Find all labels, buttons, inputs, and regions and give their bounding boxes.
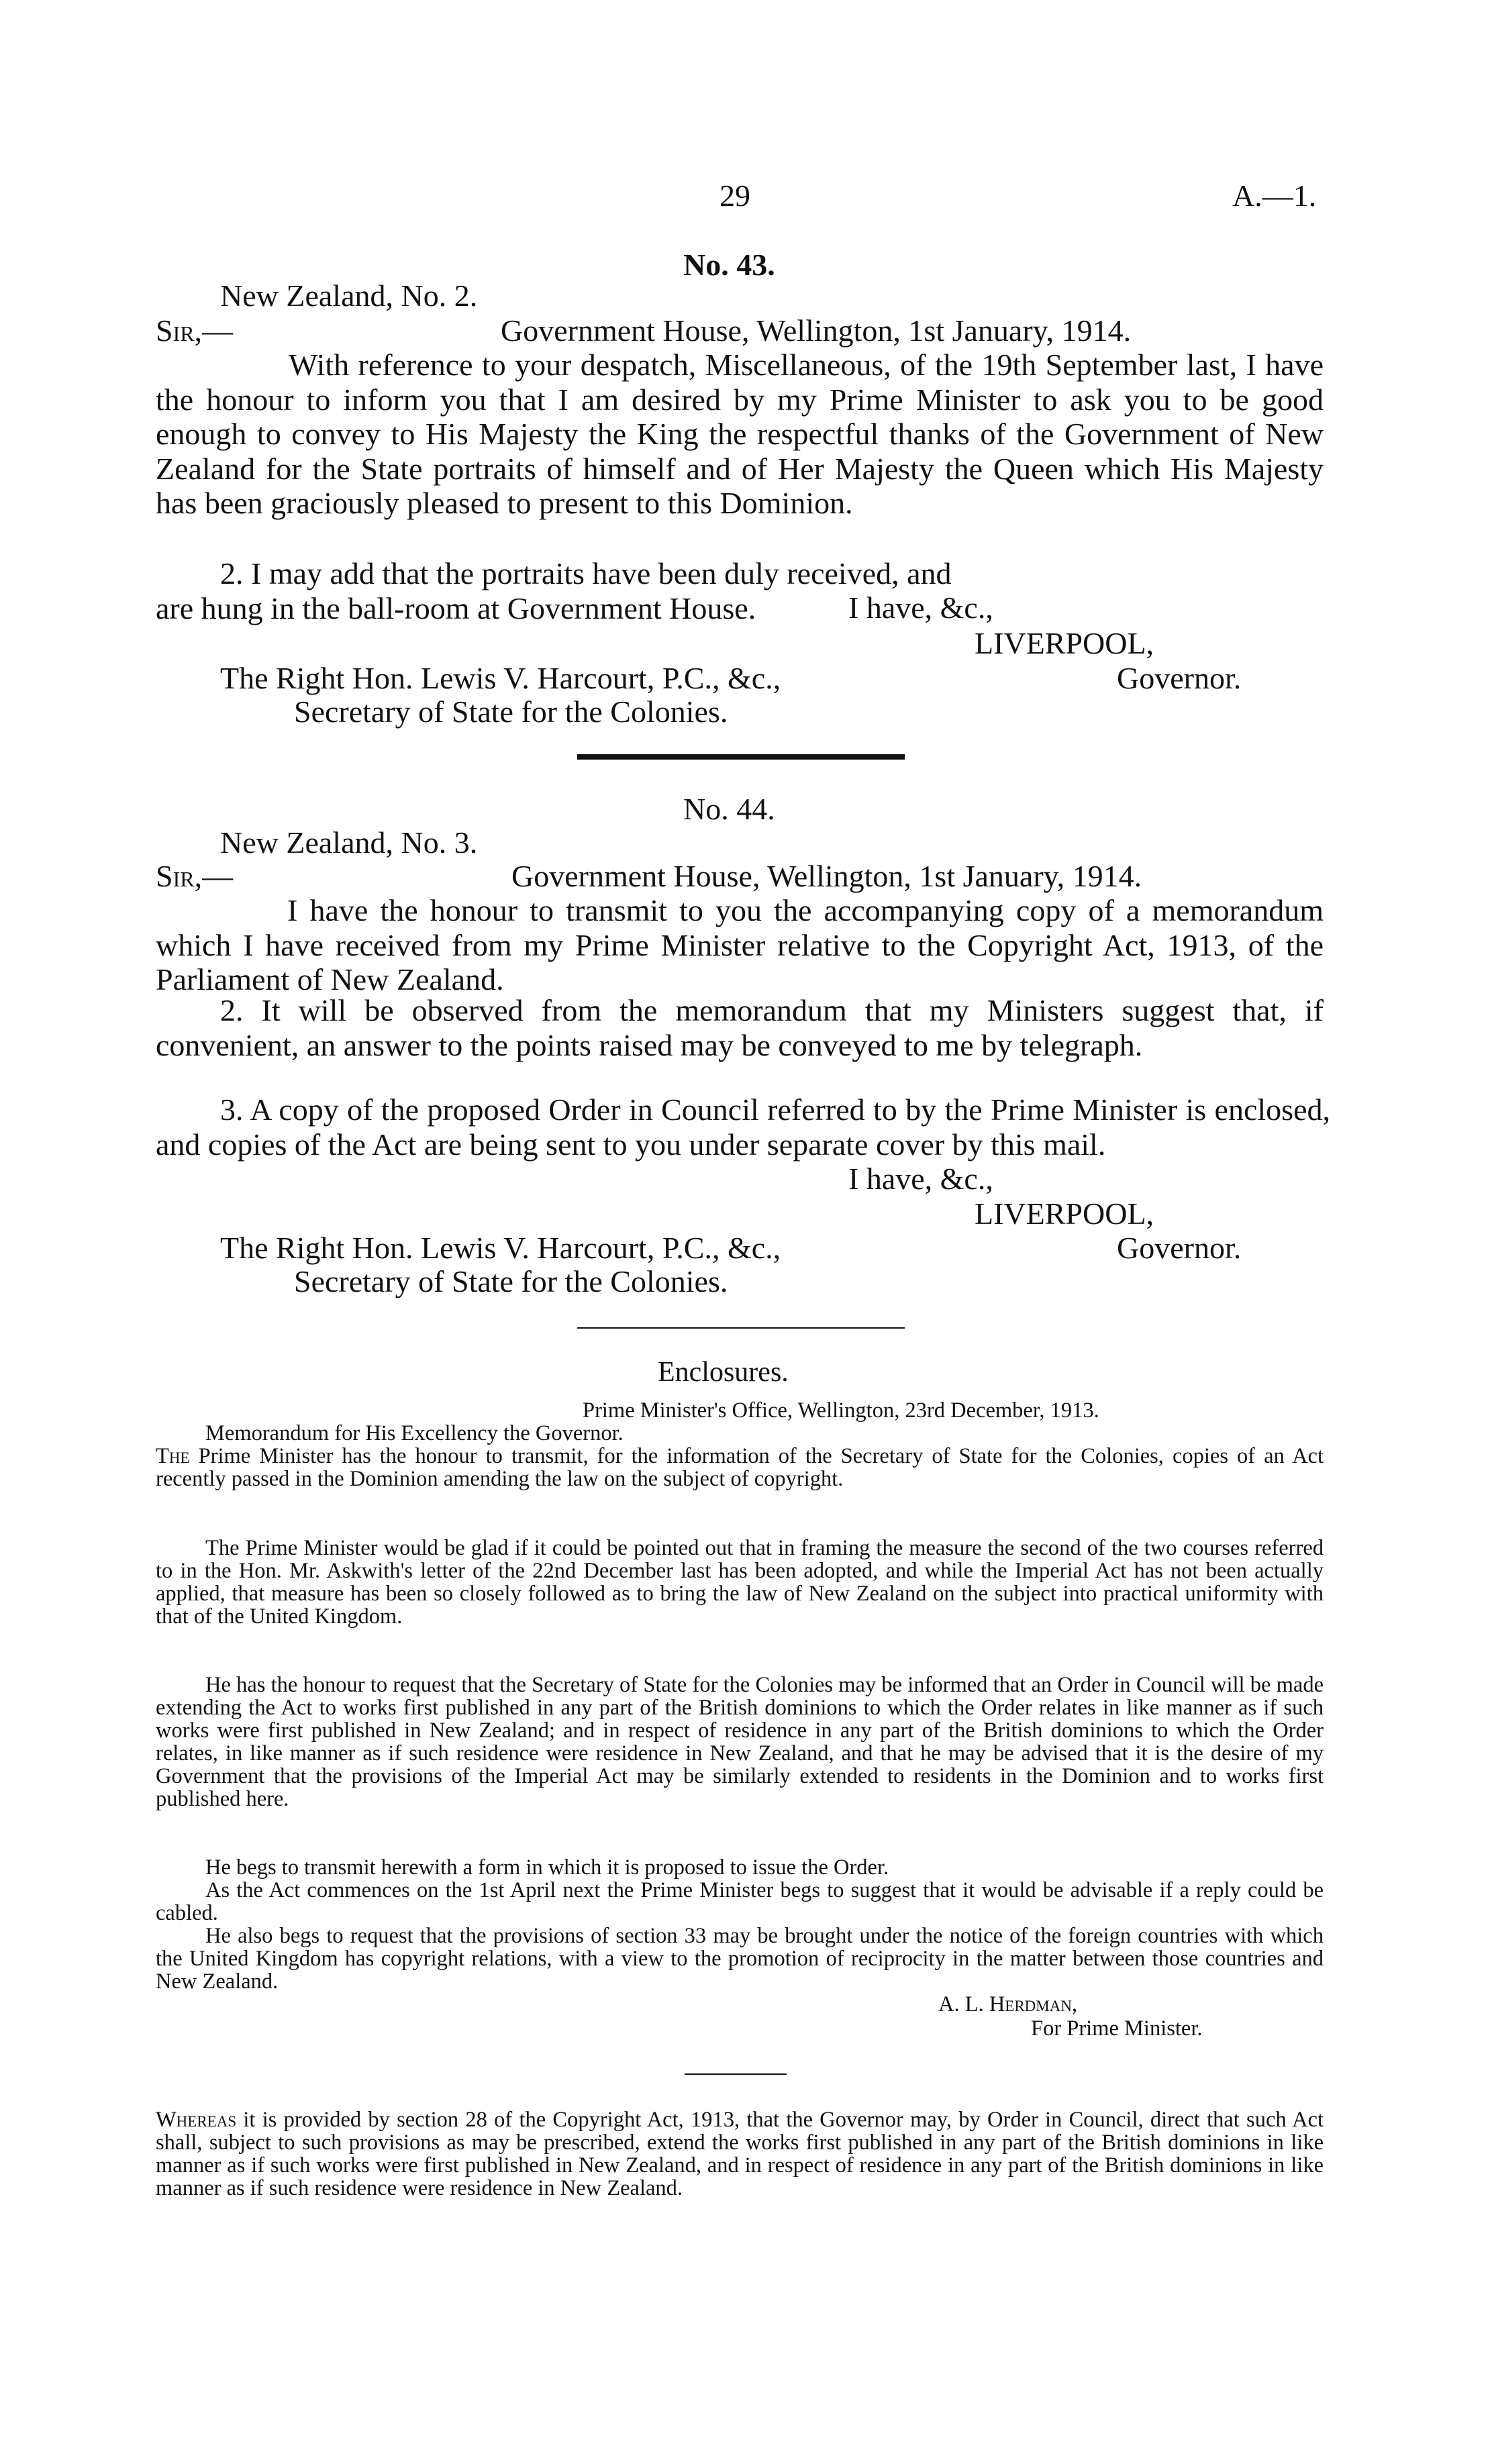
letter-43-paragraph-1: With reference to your despatch, Miscellaneous, of the 19th September last, I have the honour to inform you that I am desired by my Prime Minister to ask you to be good enough to convey to His Majesty the King the respectful thanks of the Government of New Zealand for the State portraits of himself and of Her Majesty the Queen which His Majesty has been graciously pleased to present to this Dominion. [156,348,1324,520]
memorandum-paragraph-2: The Prime Minister would be glad if it could be pointed out that in framing the measure the second of the two courses referred to in the Hon. Mr. Askwith's letter of the 22nd December last has been adopted, and while the Imperial Act has not been actually applied, that measure has been so closely followed as to bring the law of New Zealand on the subject into practical uniformity with that of the United Kingdom. [156,1536,1324,1629]
page-number: 29 [719,178,750,213]
letter-43-addressee-name: The Right Hon. Lewis V. Harcourt, P.C., &c., [220,661,781,695]
order-lead-word: Whereas [156,2108,237,2132]
enclosures-heading: Enclosures. [658,1357,789,1388]
letter-43-signature-title: Governor. [1117,661,1242,695]
section-divider-thick [577,754,905,760]
letter-43-reference: New Zealand, No. 2. [220,278,478,313]
letter-43-addressee-office: Secretary of State for the Colonies. [294,695,728,729]
order-text: it is provided by section 28 of the Copyright Act, 1913, that the Governor may, by Order in Council, direct that such Act shall, subject to such provisions as may be prescribed, extend the works first published in any part of the British dominions in like manner as if such works were first published in New Zealand, and in respect of residence in any part of the British dominions in like manner as if such residence were residence in New Zealand. [156,2108,1324,2200]
letter-44-paragraph-2: 2. It will be observed from the memorandum that my Ministers suggest that, if convenient, an answer to the points raised may be conveyed to me by telegraph. [156,993,1324,1062]
letter-44-paragraph-1: I have the honour to transmit to you the accompanying copy of a memorandum which I have received from my Prime Minister relative to the Copyright Act, 1913, of the Parliament of New Zealand. [156,893,1324,996]
letter-44-addressee-name: The Right Hon. Lewis V. Harcourt, P.C., &c., [220,1231,781,1265]
letter-44-title: No. 44. [683,792,775,826]
memorandum-paragraph-4: He begs to transmit herewith a form in which it is proposed to issue the Order. [205,1855,889,1880]
letter-43-signature: LIVERPOOL, [975,626,1154,660]
letter-44-closing: I have, &c., [848,1162,993,1196]
order-divider [685,2073,787,2075]
memorandum-signature: A. L. Herdman, [938,1992,1078,2016]
letter-43-salutation: Sir,— [156,313,234,348]
memorandum-title: Memorandum for His Excellency the Governor. [205,1421,624,1445]
letter-44-signature-title: Governor. [1117,1231,1242,1265]
memorandum-paragraph-1 [156,1445,1324,1490]
section-divider-thin [577,1327,905,1329]
letter-43-title: No. 43. [683,248,775,282]
letter-44-salutation: Sir,— [156,859,234,893]
letter-43-closing: I have, &c., [848,591,993,625]
letter-44-signature: LIVERPOOL, [975,1196,1154,1231]
order-in-council-paragraph [156,2108,1324,2200]
memorandum-paragraph-6: He also begs to request that the provisions of section 33 may be brought under the notice of the foreign countries with which the United Kingdom has copyright relations, with a view to the promotion of reciprocity in the matter between those countries and New Zealand. [156,1924,1324,1994]
letter-44-place-date: Government House, Wellington, 1st January, 1914. [511,859,1142,893]
memorandum-paragraph-1-text: Prime Minister has the honour to transmit, for the information of the Secretary of State for the Colonies, copies of an Act recently passed in the Dominion amending the law on the subject of copyright. [156,1444,1324,1491]
letter-43-paragraph-2: 2. I may add that the portraits have been duly received, and are hung in the ball-room at Government House. [156,556,952,625]
memorandum-signature-title: For Prime Minister. [1031,2016,1203,2041]
letter-43-place-date: Government House, Wellington, 1st January, 1914. [501,313,1132,348]
memorandum-lead-word: The [156,1444,190,1468]
document-reference: A.—1. [1232,178,1317,213]
memorandum-paragraph-5: As the Act commences on the 1st April next the Prime Minister begs to suggest that it would be advisable if a reply could be cabled. [156,1878,1324,1925]
memorandum-paragraph-3: He has the honour to request that the Secretary of State for the Colonies may be informed that an Order in Council will be made extending the Act to works first published in any part of the British dominions to which the Order relates in like manner as if such works were first published in New Zealand; and in respect of residence in any part of the British dominions to which the Order relates, in like manner as if such residence were residence in New Zealand, and that he may be advised that it is the desire of my Government that the provisions of the Imperial Act may be similarly extended to residents in the Dominion and to works first published here. [156,1673,1324,1811]
enclosure-office-date: Prime Minister's Office, Wellington, 23rd December, 1913. [583,1398,1099,1423]
letter-44-reference: New Zealand, No. 3. [220,825,478,860]
letter-44-addressee-office: Secretary of State for the Colonies. [294,1264,728,1298]
letter-44-paragraph-3: 3. A copy of the proposed Order in Council referred to by the Prime Minister is enclosed, and copies of the Act are being sent to you under separate cover by this mail. [156,1092,1330,1162]
